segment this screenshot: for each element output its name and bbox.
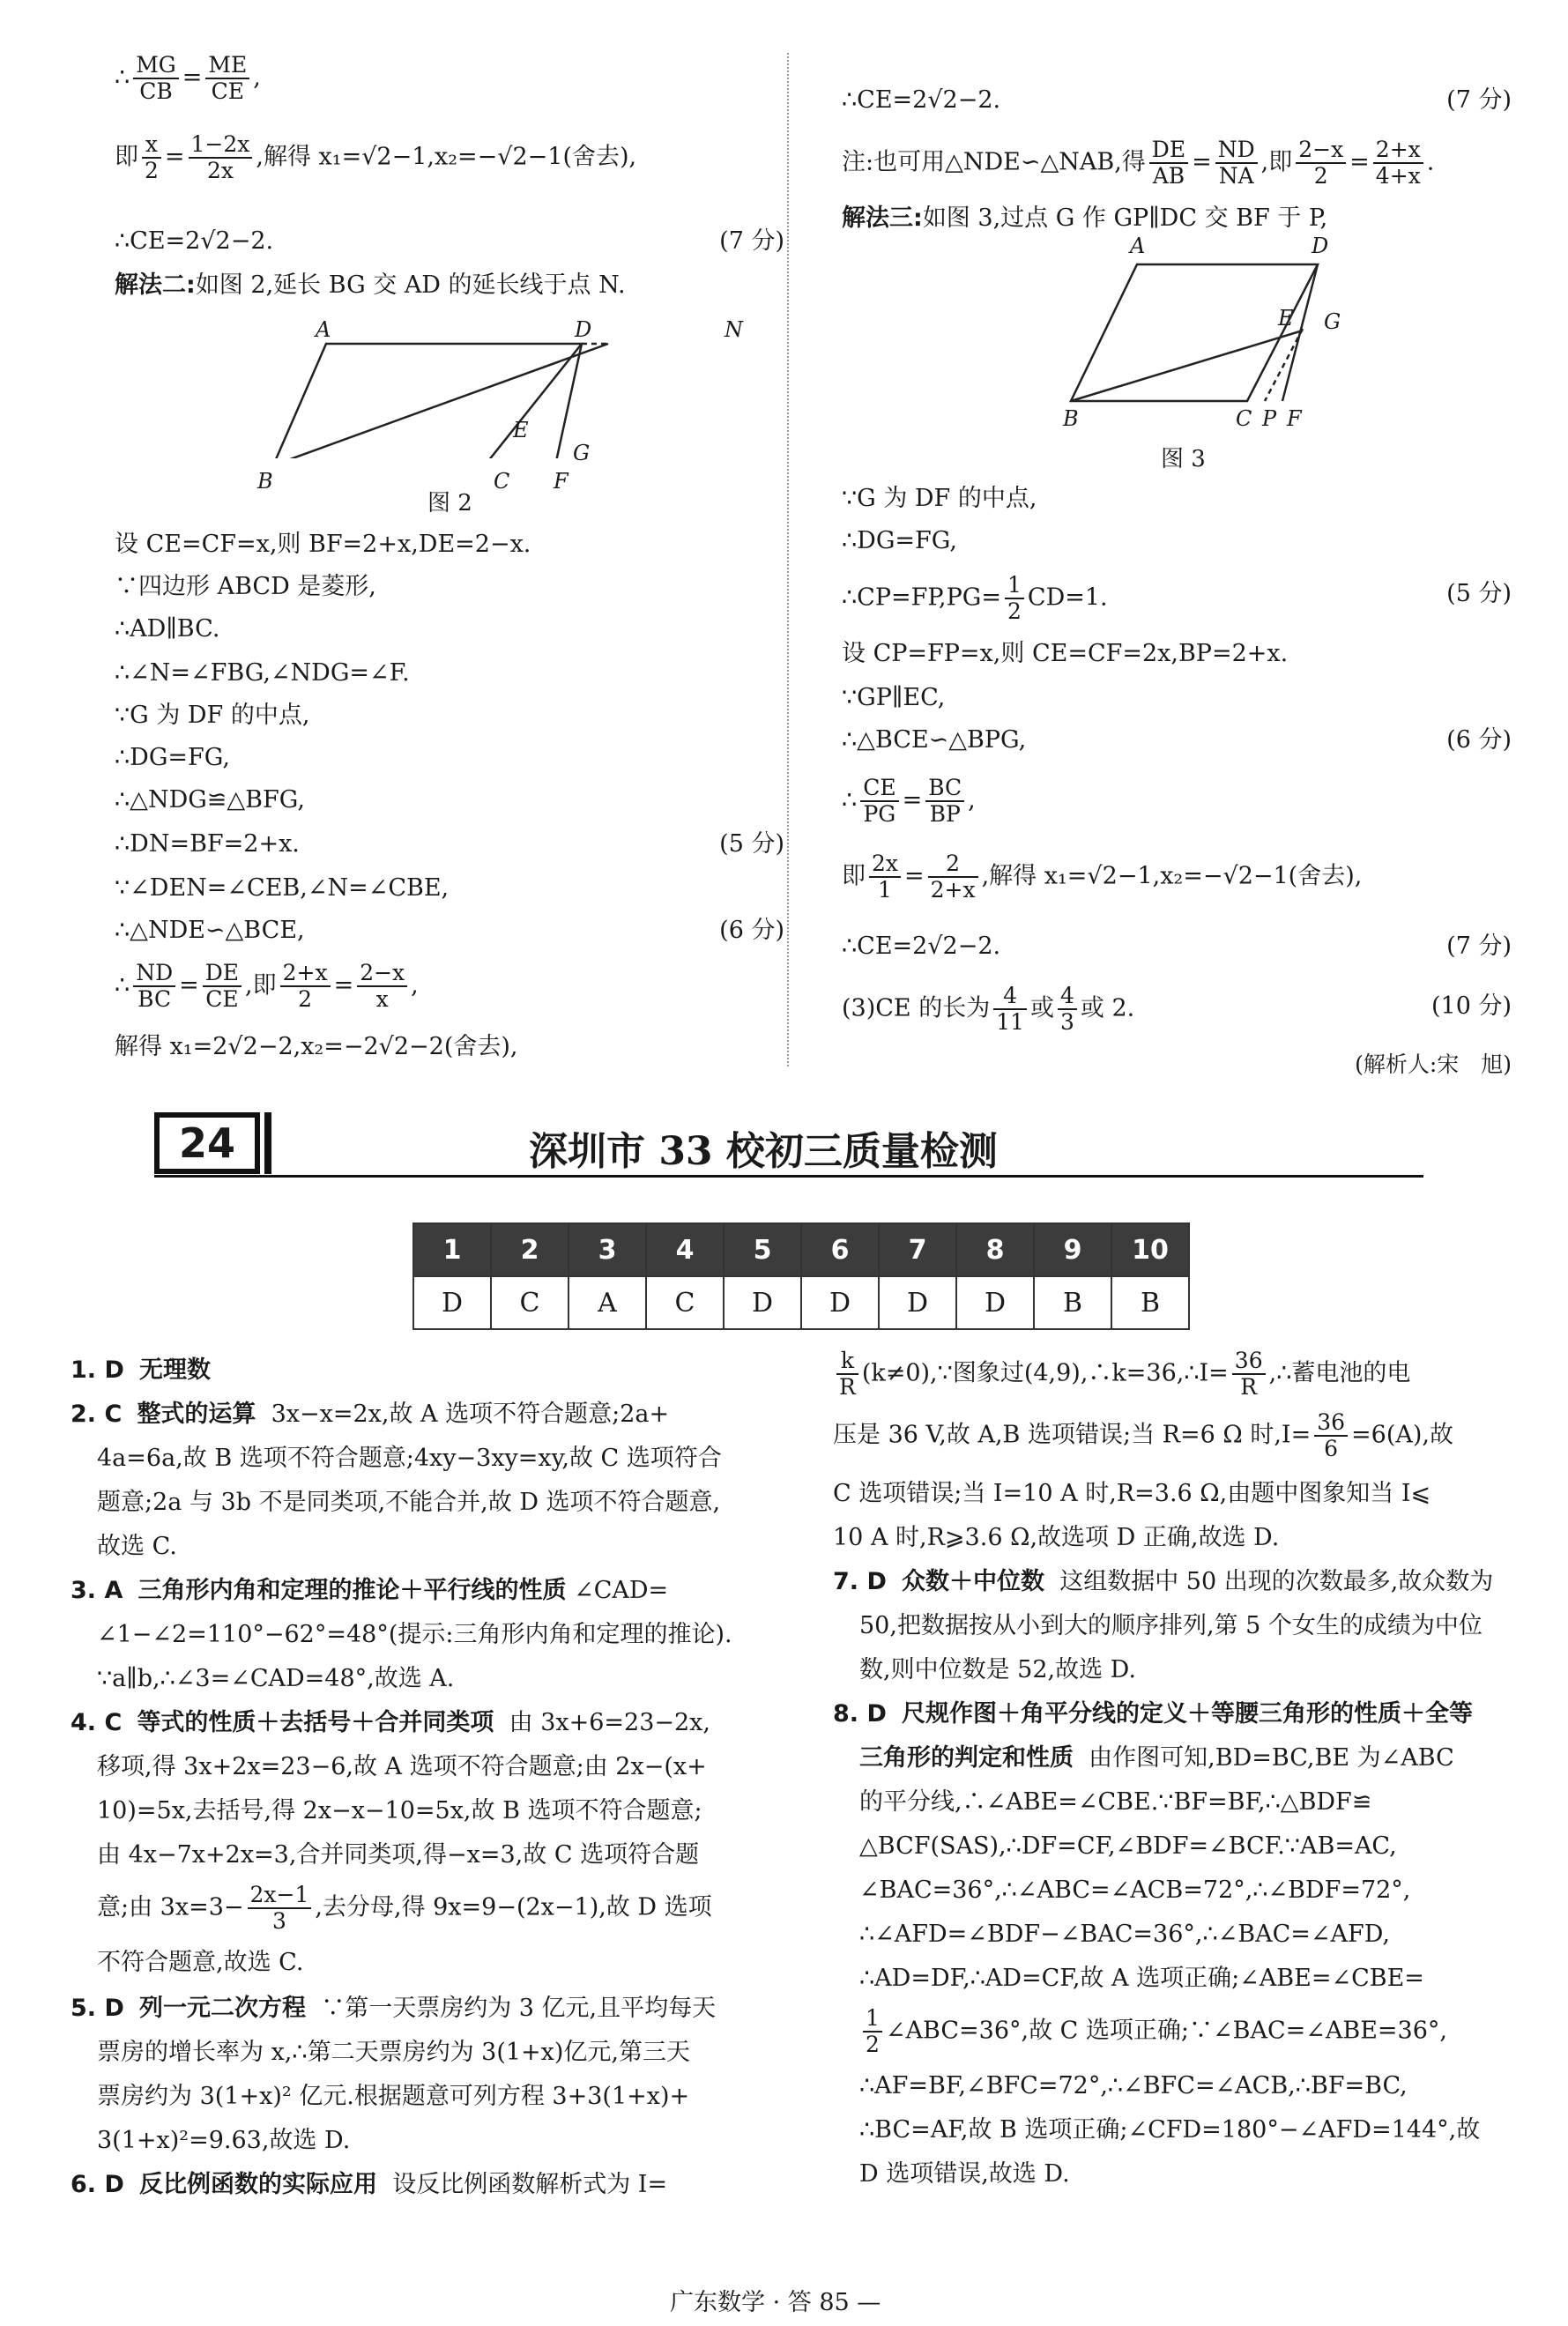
step-line: ∴ $\frac{ND}{BC}$ = $\frac{DE}{CE}$ ,即 $\frac{2+x}{2}$ = $\frac{2-x}{x}$ , xyxy=(115,960,419,1012)
step-line: ∴△BCE∽△BPG, xyxy=(842,726,1027,754)
question-number: 10 xyxy=(1111,1223,1189,1276)
answer-table-answer-row xyxy=(413,1276,1189,1329)
label-b: B xyxy=(257,469,273,494)
answer-8-cont: △BCF(SAS),∴DF=CF,∠BDF=∠BCF.∵AB=AC, xyxy=(859,1832,1397,1860)
answer-8-cont: $\frac{1}{2}$ ∠ABC=36°,故 C 选项正确;∵∠BAC=∠ABE=36°, xyxy=(833,2006,1542,2057)
score: (7 分) xyxy=(719,227,784,255)
label-a: A xyxy=(316,317,331,342)
answer-5-cont: 票房的增长率为 x,∴第二天票房约为 3(1+x)亿元,第三天 xyxy=(97,2039,691,2066)
score: (5 分) xyxy=(1446,580,1512,607)
answer-8-cont: 的平分线,∴∠ABE=∠CBE.∵BF=BF,∴△BDF≌ xyxy=(859,1788,1372,1816)
step-line: ∴∠N=∠FBG,∠NDG=∠F. xyxy=(115,659,410,687)
analyst-credit: (解析人:宋 旭) xyxy=(1355,1052,1512,1077)
label-c: C xyxy=(494,469,510,494)
step-line: ∵GP∥EC, xyxy=(842,684,946,711)
label-c: C xyxy=(1236,406,1252,431)
answer-8-cont: ∴∠AFD=∠BDF−∠BAC=36°,∴∠BAC=∠AFD, xyxy=(859,1921,1391,1948)
answer-7-cont: 50,把数据按从小到大的顺序排列,第 5 个女生的成绩为中位 xyxy=(859,1612,1483,1639)
step-line: 即 $\frac{x}{2}$ = $\frac{1-2x}{2x}$ ,解得 x₁=√2−1,x₂=−√2−1(舍去), xyxy=(115,131,637,183)
question-number: 1 xyxy=(413,1223,491,1276)
answer-4-cont: 10)=5x,去括号,得 2x−x−10=5x,故 B 选项不符合题意; xyxy=(97,1797,702,1824)
answer-cell: D xyxy=(879,1276,956,1329)
step-line: ∵G 为 DF 的中点, xyxy=(115,702,310,729)
answer-6-cont: 10 A 时,R⩾3.6 Ω,故选项 D 正确,故选 D. xyxy=(833,1524,1280,1551)
answer-4: 4. C 等式的性质＋去括号＋合并同类项 由 3x+6=23−2x, xyxy=(71,1709,710,1736)
answer-8-cont: ∠BAC=36°,∴∠ABC=∠ACB=72°,∴∠BDF=72°, xyxy=(859,1876,1411,1904)
answer-cell: D xyxy=(801,1276,879,1329)
step-line: ∵∠DEN=∠CEB,∠N=∠CBE, xyxy=(115,874,450,902)
label-b: B xyxy=(1063,406,1079,431)
section-bar xyxy=(264,1112,271,1174)
step-line: ∴△NDG≌△BFG, xyxy=(115,786,305,814)
answer-2-cont: 题意;2a 与 3b 不是同类项,不能合并,故 D 选项不符合题意, xyxy=(97,1489,721,1516)
step-line: ∴AD∥BC. xyxy=(115,615,220,643)
figure-2-caption: 图 2 xyxy=(427,490,472,516)
figure-3-labels xyxy=(1063,234,1357,445)
score: (10 分) xyxy=(1431,992,1512,1020)
answer-2: 2. C 整式的运算 3x−x=2x,故 A 选项不符合题意;2a+ xyxy=(71,1401,670,1428)
question-number: 8 xyxy=(956,1223,1034,1276)
answer-6: 6. D 反比例函数的实际应用 设反比例函数解析式为 I= xyxy=(71,2171,668,2198)
answer-3-cont: ∠1−∠2=110°−62°=48°(提示:三角形内角和定理的推论). xyxy=(97,1621,732,1648)
step-line: 解法三:如图 3,过点 G 作 GP∥DC 交 BF 于 P, xyxy=(842,204,1328,232)
answer-1: 1. D 无理数 xyxy=(71,1356,212,1384)
answer-cell: C xyxy=(646,1276,724,1329)
answer-7: 7. D 众数＋中位数 这组数据中 50 出现的次数最多,故众数为 xyxy=(833,1568,1494,1595)
answer-8-cont: 三角形的判定和性质 由作图可知,BD=BC,BE 为∠ABC xyxy=(859,1744,1454,1772)
answer-5-cont: 3(1+x)²=9.63,故选 D. xyxy=(97,2127,351,2154)
step-line: ∴CE=2√2−2. xyxy=(842,933,1001,960)
step-line: ∴△NDE∽△BCE, xyxy=(115,917,305,944)
answer-7-cont: 数,则中位数是 52,故选 D. xyxy=(859,1656,1136,1683)
step-line: 设 CP=FP=x,则 CE=CF=2x,BP=2+x. xyxy=(842,640,1289,667)
section-rule xyxy=(154,1175,1423,1178)
question-number: 9 xyxy=(1034,1223,1111,1276)
right-column xyxy=(842,53,1512,1077)
question-number: 4 xyxy=(646,1223,724,1276)
answer-8: 8. D 尺规作图＋角平分线的定义＋等腰三角形的性质＋全等 xyxy=(833,1700,1474,1728)
answer-4-cont: 移项,得 3x+2x=23−6,故 A 选项不符合题意;由 2x−(x+ xyxy=(97,1753,707,1780)
step-line: ∴CP=FP,PG= $\frac{1}{2}$ CD=1. xyxy=(842,572,1108,624)
question-number: 5 xyxy=(724,1223,801,1276)
question-number: 6 xyxy=(801,1223,879,1276)
answer-8-cont: ∴BC=AF,故 B 选项正确;∠CFD=180°−∠AFD=144°,故 xyxy=(859,2116,1481,2144)
score: (7 分) xyxy=(1446,86,1512,114)
bottom-left-column xyxy=(71,1349,784,2283)
figure-2-labels xyxy=(247,317,743,494)
label-e: E xyxy=(1278,306,1294,331)
answer-2-cont: 4a=6a,故 B 选项不符合题意;4xy−3xy=xy,故 C 选项符合 xyxy=(97,1445,722,1472)
section-number-box: 24 xyxy=(154,1112,260,1174)
answer-3: 3. A 三角形内角和定理的推论＋平行线的性质 ∠CAD= xyxy=(71,1577,669,1604)
label-n: N xyxy=(725,317,743,342)
answer-table xyxy=(412,1222,1190,1330)
answer-8-cont: ∴AD=DF,∴AD=CF,故 A 选项正确;∠ABE=∠CBE= xyxy=(859,1965,1424,1992)
page-footer: 广东数学 · 答 85 — xyxy=(670,2289,881,2316)
score: (6 分) xyxy=(719,917,784,944)
answer-cell: A xyxy=(568,1276,646,1329)
answer-8-cont: D 选项错误,故选 D. xyxy=(859,2160,1070,2188)
label-f: F xyxy=(1287,406,1302,431)
column-divider xyxy=(787,53,789,1066)
answer-cell: B xyxy=(1034,1276,1111,1329)
label-g: G xyxy=(573,441,591,465)
label-d: D xyxy=(575,317,592,342)
step-line: 解法二:如图 2,延长 BG 交 AD 的延长线于点 N. xyxy=(115,271,626,299)
step-line: ∴DG=FG, xyxy=(115,744,230,771)
answer-3-cont: ∵a∥b,∴∠3=∠CAD=48°,故选 A. xyxy=(97,1665,455,1692)
label-p: P xyxy=(1262,406,1277,431)
answer-8-cont: ∴AF=BF,∠BFC=72°,∴∠BFC=∠ACB,∴BF=BC, xyxy=(859,2072,1408,2099)
step-line: ∴CE=2√2−2. xyxy=(115,227,274,255)
answer-6-cont: C 选项错误;当 I=10 A 时,R=3.6 Ω,由题中图象知当 I⩽ xyxy=(833,1480,1431,1507)
answer-6-cont: $\frac{k}{R}$ (k≠0),∵图象过(4,9),∴k=36,∴I= $\frac{36}{R}$ ,∴蓄电池的电 xyxy=(833,1349,1516,1400)
answer-cell: D xyxy=(956,1276,1034,1329)
step-line: ∴DN=BF=2+x. xyxy=(115,830,300,858)
step-line: 解得 x₁=2√2−2,x₂=−2√2−2(舍去), xyxy=(115,1033,518,1060)
answer-6-cont: 压是 36 V,故 A,B 选项错误;当 R=6 Ω 时,I= $\frac{36}{6}$ =6(A),故 xyxy=(833,1409,1453,1461)
step-line: ∵G 为 DF 的中点, xyxy=(842,485,1037,512)
answer-4-cont: 意;由 3x=3− $\frac{2x-1}{3}$ ,去分母,得 9x=9−(2x−1),故 D 选项 xyxy=(97,1882,712,1934)
question-number: 7 xyxy=(879,1223,956,1276)
step-line: ∴DG=FG, xyxy=(842,527,957,554)
step-line: ∴CE=2√2−2. xyxy=(842,86,1001,114)
question-number: 2 xyxy=(491,1223,568,1276)
step-line: 即 $\frac{2x}{1}$ = $\frac{2}{2+x}$ ,解得 x₁=√2−1,x₂=−√2−1(舍去), xyxy=(842,851,1363,903)
answer-4-cont: 由 4x−7x+2x=3,合并同类项,得−x=3,故 C 选项符合题 xyxy=(97,1841,700,1869)
answer-cell: D xyxy=(724,1276,801,1329)
label-g: G xyxy=(1324,309,1341,334)
answer-table-header-row xyxy=(413,1223,1189,1276)
label-f: F xyxy=(554,469,568,494)
step-line: 注:也可用△NDE∽△NAB,得 $\frac{DE}{AB}$ = $\frac{ND}{NA}$ ,即 $\frac{2-x}{2}$ = $\frac{2+x}{4+x}$ . xyxy=(842,137,1435,189)
figure-3-caption: 图 3 xyxy=(1161,446,1206,472)
step-line: 设 CE=CF=x,则 BF=2+x,DE=2−x. xyxy=(115,531,531,558)
answer-cell: C xyxy=(491,1276,568,1329)
answer-2-cont: 故选 C. xyxy=(97,1533,177,1560)
score: (5 分) xyxy=(719,830,784,858)
step-line: ∵四边形 ABCD 是菱形, xyxy=(115,573,376,600)
answer-5-cont: 票房约为 3(1+x)² 亿元.根据题意可列方程 3+3(1+x)+ xyxy=(97,2083,690,2110)
score: (7 分) xyxy=(1446,933,1512,960)
score: (6 分) xyxy=(1446,726,1512,754)
label-a: A xyxy=(1130,234,1146,258)
label-e: E xyxy=(513,418,529,442)
answer-cell: B xyxy=(1111,1276,1189,1329)
step-line: (3)CE 的长为 $\frac{4}{11}$ 或 $\frac{4}{3}$ 或 2. xyxy=(842,983,1135,1035)
left-column xyxy=(115,53,784,1066)
step-line: ∴ $\frac{MG}{CB}$ = $\frac{ME}{CE}$ , xyxy=(115,52,261,104)
answer-cell: D xyxy=(413,1276,491,1329)
label-d: D xyxy=(1312,234,1329,258)
bottom-right-column xyxy=(833,1349,1516,2283)
answer-4-cont: 不符合题意,故选 C. xyxy=(97,1949,304,1976)
answer-5: 5. D 列一元二次方程 ∵第一天票房约为 3 亿元,且平均每天 xyxy=(71,1995,717,2022)
step-line: ∴ $\frac{CE}{PG}$ = $\frac{BC}{BP}$ , xyxy=(842,775,976,827)
section-title: 深圳市 33 校初三质量检测 xyxy=(529,1129,998,1174)
question-number: 3 xyxy=(568,1223,646,1276)
